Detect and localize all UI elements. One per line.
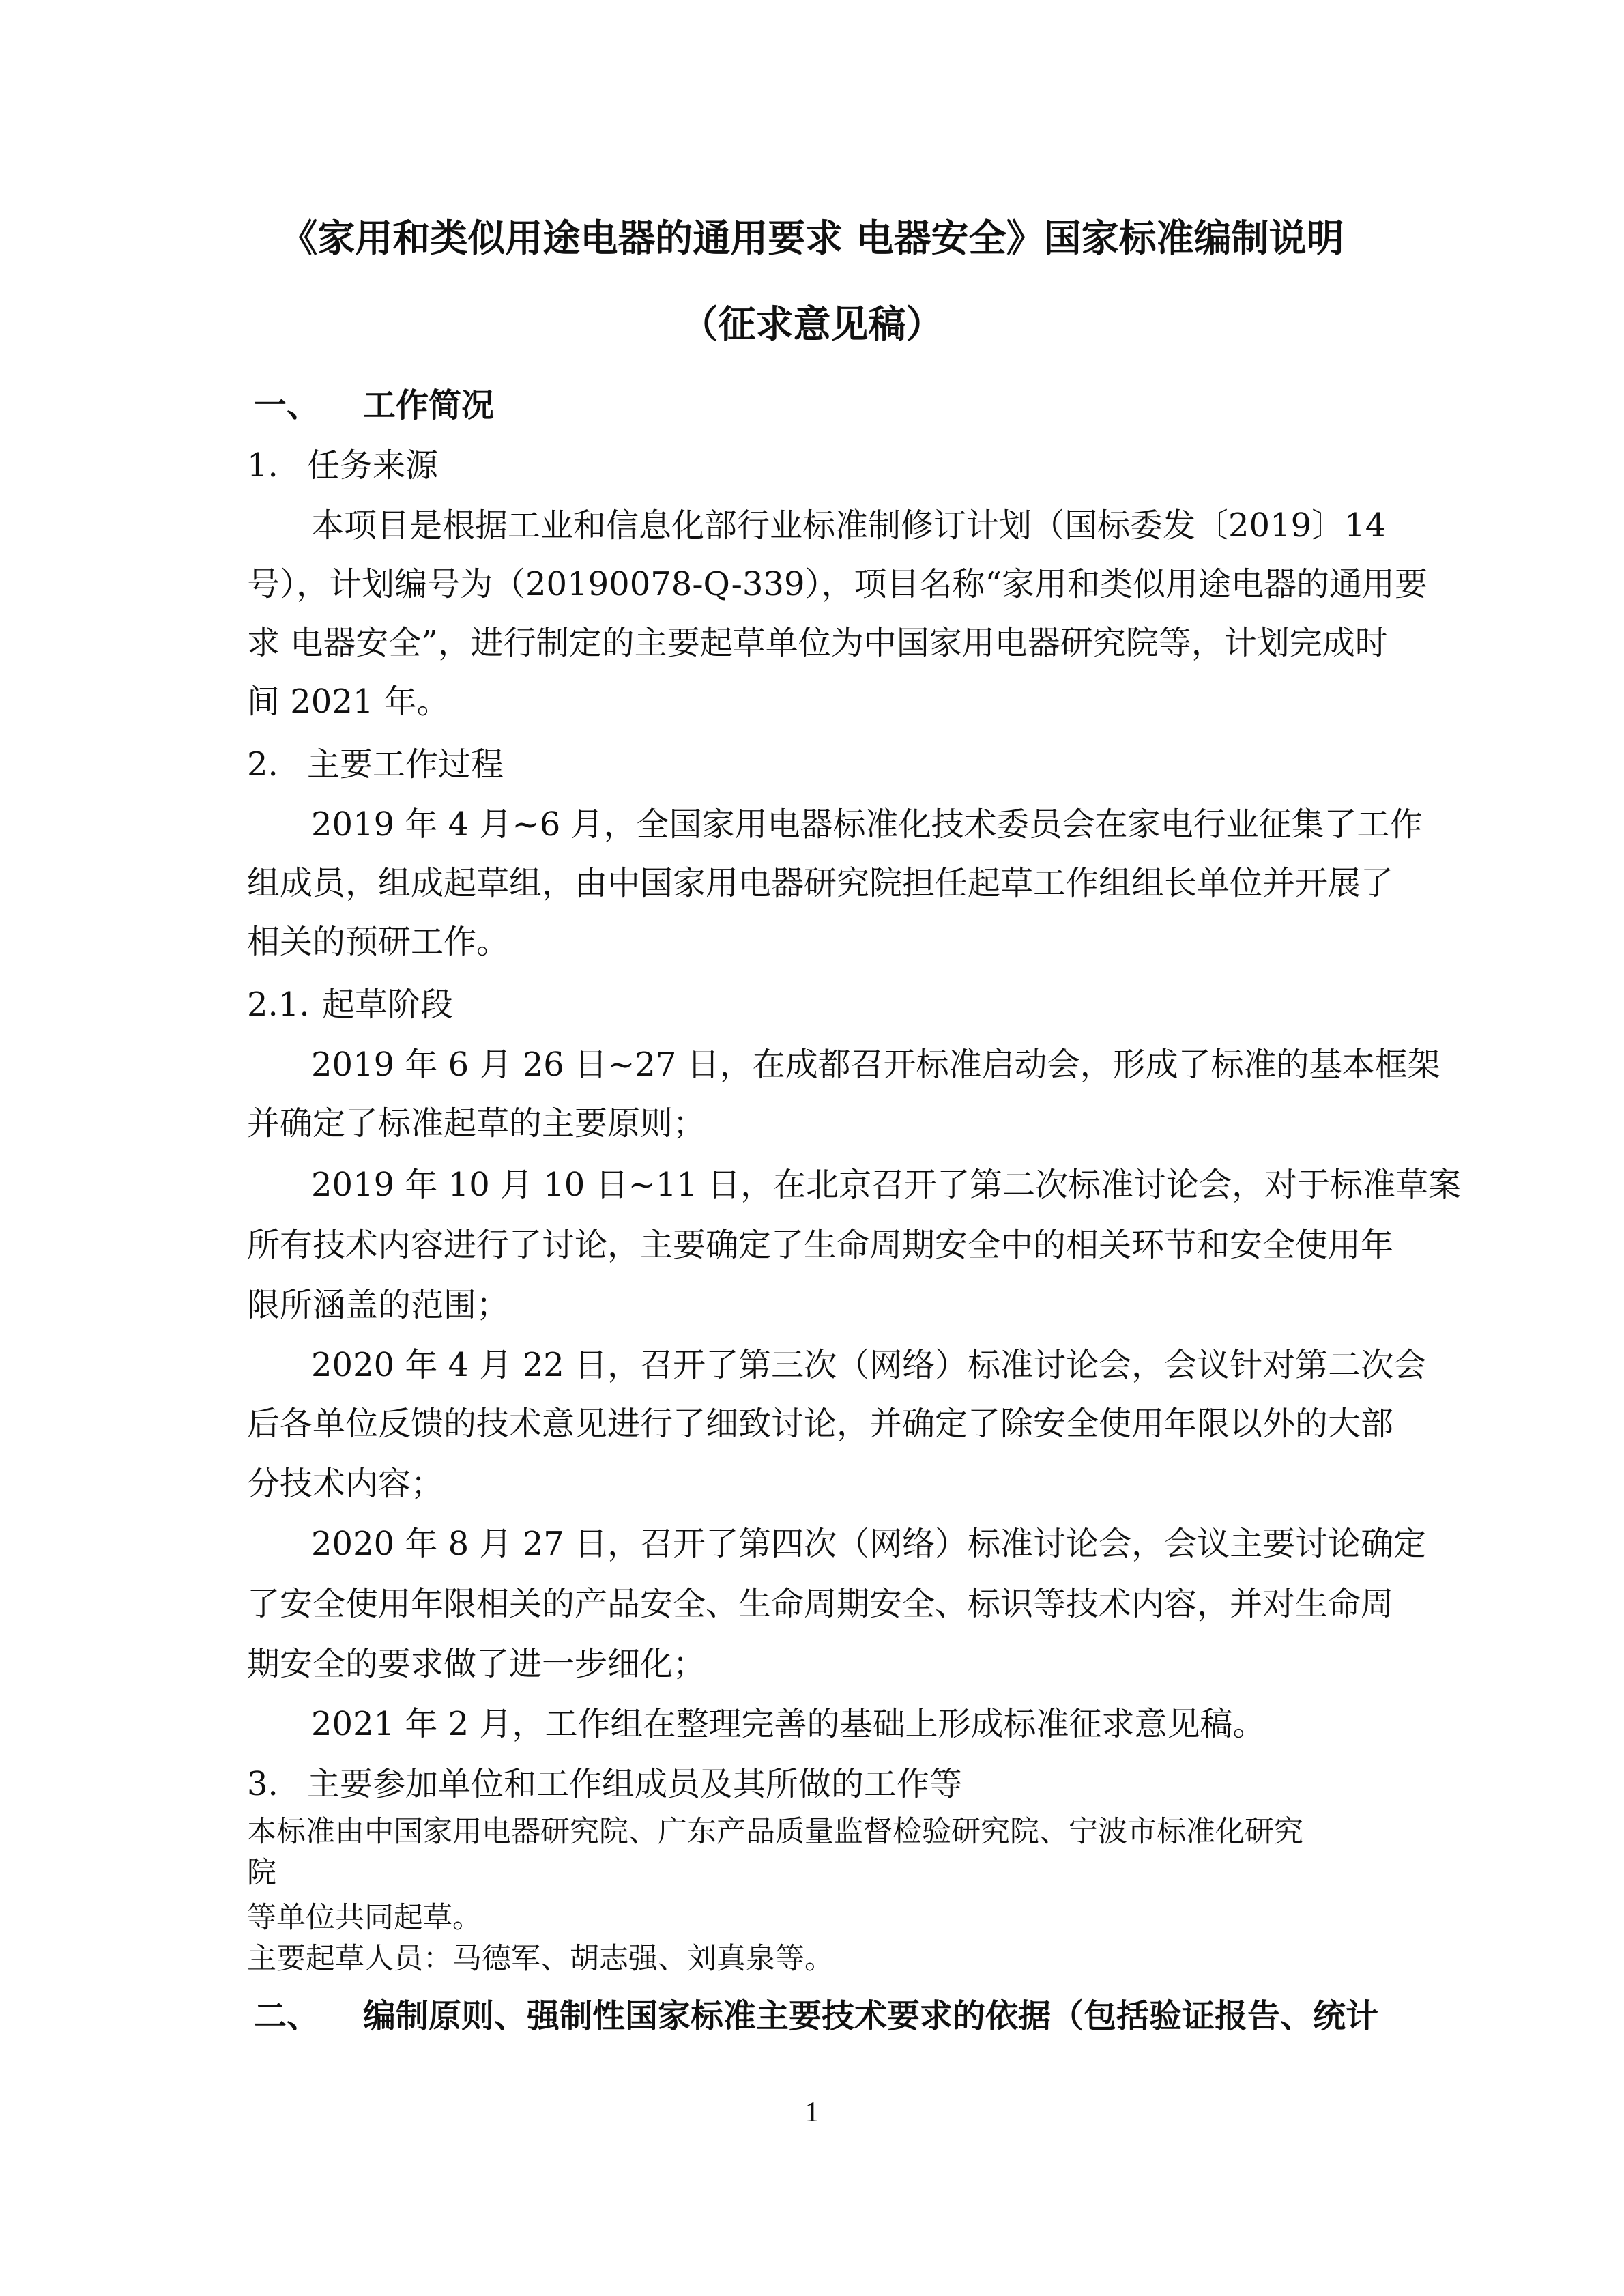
paragraph-line: 分技术内容； [247,1465,444,1503]
paragraph-line: 求 电器安全”，进行制定的主要起草单位为中国家用电器研究院等，计划完成时 [247,624,1388,662]
paragraph-line: 2020 年 4 月 22 日，召开了第三次（网络）标准讨论会，会议针对第二次会 [311,1346,1427,1384]
section-1-title: 工作简况 [363,386,495,425]
section-1-number: 一、 [254,386,320,425]
paragraph-line: 等单位共同起草。 [247,1901,482,1935]
section-1-heading [254,385,494,426]
subsection-1-number: 1. [247,446,278,485]
subsection-3-number: 3. [247,1765,278,1803]
paragraph-line: 限所涵盖的范围； [247,1286,510,1324]
paragraph-line: 本项目是根据工业和信息化部行业标准制修订计划（国标委发〔2019〕14 [311,506,1387,545]
page-number: 1 [804,2097,820,2128]
paragraph-line: 期安全的要求做了进一步细化； [247,1645,706,1683]
paragraph-line: 了安全使用年限相关的产品安全、生命周期安全、标识等技术内容，并对生命周 [247,1585,1394,1623]
paragraph-line: 2019 年 4 月~6 月，全国家用电器标准化技术委员会在家电行业征集了工作 [311,805,1423,844]
paragraph-line: 并确定了标准起草的主要原则； [247,1104,706,1143]
paragraph-line: 院 [247,1856,276,1890]
paragraph-line: 2019 年 6 月 26 日~27 日，在成都召开标准启动会，形成了标准的基本框架 [311,1046,1440,1084]
paragraph-line: 2021 年 2 月，工作组在整理完善的基础上形成标准征求意见稿。 [311,1705,1266,1743]
paragraph-line: 组成员，组成起草组，由中国家用电器研究院担任起草工作组组长单位并开展了 [247,864,1394,902]
subsection-2-1-number: 2.1. [247,986,310,1024]
section-2-heading [254,1996,1378,2037]
section-2-number: 二、 [254,1997,320,2035]
paragraph-line: 主要起草人员：马德军、胡志强、刘真泉等。 [247,1942,834,1976]
subsection-2-title: 主要工作过程 [307,745,504,784]
paragraph-line: 2019 年 10 月 10 日~11 日，在北京召开了第二次标准讨论会，对于标准草案 [311,1166,1462,1204]
subsection-2-1-title: 起草阶段 [322,986,454,1024]
paragraph-line: 相关的预研工作。 [247,923,510,961]
document-title: 《家用和类似用途电器的通用要求 电器安全》国家标准编制说明 [280,216,1344,260]
paragraph-line: 后各单位反馈的技术意见进行了细致讨论，并确定了除安全使用年限以外的大部 [247,1405,1394,1443]
document-subtitle: （征求意见稿） [680,302,944,346]
paragraph-line: 本标准由中国家用电器研究院、广东产品质量监督检验研究院、宁波市标准化研究 [247,1815,1303,1849]
subsection-2-1-heading [247,984,453,1025]
paragraph-line: 号），计划编号为（20190078-Q-339），项目名称“家用和类似用途电器的通用要 [247,565,1428,603]
paragraph-line: 间 2021 年。 [247,683,450,721]
subsection-3-title: 主要参加单位和工作组成员及其所做的工作等 [307,1765,963,1803]
subsection-3-heading [247,1764,962,1805]
paragraph-line: 2020 年 8 月 27 日，召开了第四次（网络）标准讨论会，会议主要讨论确定 [311,1525,1427,1563]
subsection-1-title: 任务来源 [307,446,439,485]
subsection-2-number: 2. [247,745,278,784]
subsection-1-heading [247,445,438,486]
paragraph-line: 所有技术内容进行了讨论，主要确定了生命周期安全中的相关环节和安全使用年 [247,1226,1394,1264]
section-2-title: 编制原则、强制性国家标准主要技术要求的依据（包括验证报告、统计 [363,1997,1379,2035]
subsection-2-heading [247,744,504,785]
